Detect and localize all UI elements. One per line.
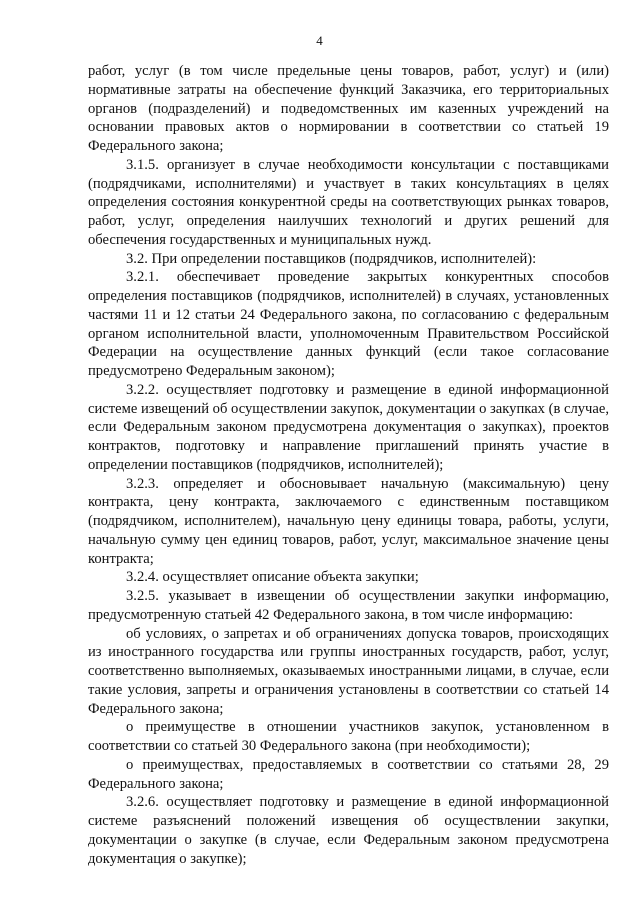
paragraph: 3.1.5. организует в случае необходимости консультации с поставщиками (подрядчиками, исполнителями) и участвует в таких консультациях в целях определения состояния конкурентной среды на соответствующих рынках товаров, работ, услуг, определения наилучших технологий и других решений для обеспечения государственных и муниципальных нужд. [88,156,609,248]
paragraph: 3.2.4. осуществляет описание объекта закупки; [126,569,419,586]
paragraph: 3.2.6. осуществляет подготовку и размещение в единой информационной системе разъяснений положений извещения об осуществлении закупки, документации о закупке (в случае, если Федеральным законом предусмотрена документация о закупке); [88,794,609,867]
paragraph: 3.2. При определении поставщиков (подрядчиков, исполнителей): [126,250,537,267]
paragraph: 3.2.2. осуществляет подготовку и размещение в единой информационной системе извещений об осуществлении закупок, документации о закупках (в случае, если Федеральным законом предусмотрена документация о закупках), проектов контрактов, подготовку и направление приглашений принять участие в определении поставщиков (подрядчиков, исполнителей); [88,381,609,473]
document-body [88,62,609,868]
paragraph: 3.2.5. указывает в извещении об осуществлении закупки информацию, предусмотренную статьей 42 Федерального закона, в том числе информацию: [88,588,609,623]
page-number: 4 [316,33,323,48]
paragraph: о преимуществе в отношении участников закупок, установленном в соответствии со статьей 30 Федерального закона (при необходимости); [88,719,609,754]
paragraph: о преимуществах, предоставляемых в соответствии со статьями 28, 29 Федерального закона; [88,756,609,792]
paragraph: 3.2.1. обеспечивает проведение закрытых конкурентных способов определения поставщиков (подрядчиков, исполнителей) в случаях, установленных частями 11 и 12 статьи 24 Федерального закона, по согласованию с федеральным органом исполнительной власти, уполномоченным Правительством Российской Федерации на осуществление данных функций (если такое согласование предусмотрено Федеральным законом); [88,269,609,379]
paragraph: об условиях, о запретах и об ограничениях допуска товаров, происходящих из иностранного государства или группы иностранных государств, работ, услуг, соответственно выполняемых, оказываемых иностранными лицами, в случае, если такие условия, запреты и ограничения установлены в соответствии со статьей 14 Федерального закона; [88,625,609,717]
paragraph: работ, услуг (в том числе предельные цены товаров, работ, услуг) и (или) нормативные затраты на обеспечение функций Заказчика, его территориальных органов (подразделений) и подведомственных им казенных учреждений на основании правовых актов о нормировании в соответствии со статьей 19 Федерального закона; [88,63,609,154]
paragraph: 3.2.3. определяет и обосновывает начальную (максимальную) цену контракта, цену контракта, заключаемого с единственным поставщиком (подрядчиком, исполнителем), начальную цену единицы товара, работы, услуги, начальную сумму цен единиц товаров, работ, услуг, максимальное значение цены контракта; [88,475,609,567]
